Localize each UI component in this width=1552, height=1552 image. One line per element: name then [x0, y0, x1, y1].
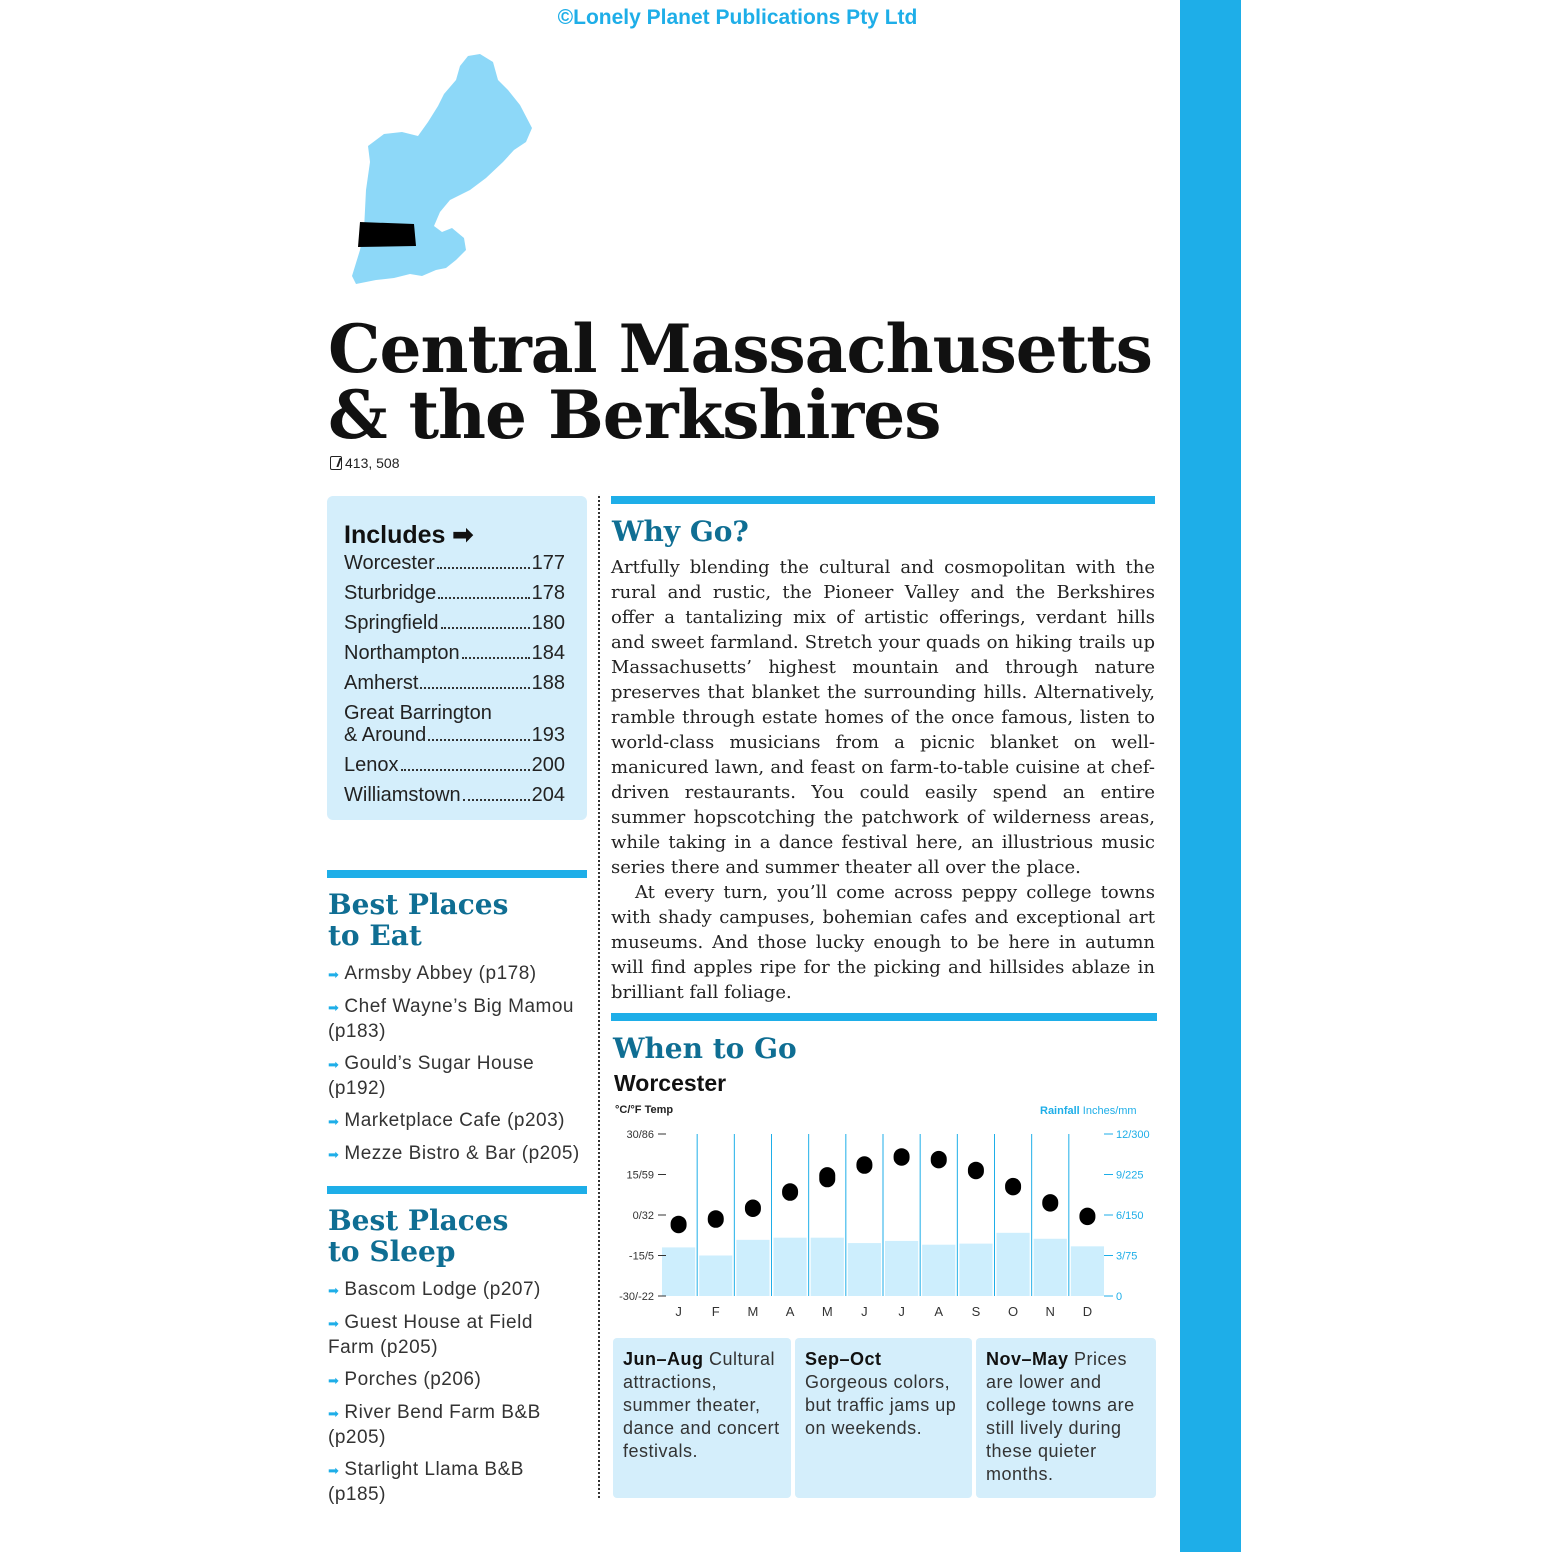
best-sleep-title: Best Places to Sleep [328, 1204, 509, 1268]
season-box: Jun–Aug Cultural attractions, summer theater, dance and concert festivals. [613, 1338, 791, 1498]
arrow-right-icon: ➡ [328, 1114, 340, 1129]
month-label: M [747, 1304, 759, 1319]
arrow-right-icon: ➡ [328, 1316, 340, 1331]
arrow-right-icon: ➡ [328, 1283, 340, 1298]
arrow-right-icon: ➡ [328, 1000, 340, 1015]
arrow-right-icon: ➡ [328, 1406, 340, 1421]
new-england-locator-map [348, 50, 538, 290]
left-axis-tick-label: 0/32 [632, 1210, 654, 1222]
rainfall-bar [1071, 1246, 1104, 1296]
list-item[interactable]: ➡ Guest House at Field Farm (p205) [328, 1312, 533, 1358]
column-divider [598, 496, 600, 1498]
list-item[interactable]: ➡ Mezze Bistro & Bar (p205) [328, 1143, 580, 1164]
month-label: D [1082, 1304, 1093, 1319]
month-label: A [785, 1304, 795, 1319]
copyright-notice: ©Lonely Planet Publications Pty Ltd [557, 6, 918, 29]
rainfall-bar [699, 1256, 732, 1297]
list-item[interactable]: ➡ Gould’s Sugar House (p192) [328, 1053, 535, 1099]
paragraph: At every turn, you’ll come across peppy college towns with shady campuses, bohemian cafes and exceptional art museums. And those lucky enough to be here in autumn will find apples ripe for the picking and hillsides ablaze in brilliant fall foliage. [611, 882, 1155, 1003]
page-edge-strip [1180, 0, 1241, 1552]
region-outline [352, 54, 532, 284]
right-axis-tick-label: 12/300 [1116, 1129, 1150, 1141]
title-line-2: & the Berkshires [328, 376, 941, 454]
month-label: N [1045, 1304, 1055, 1319]
rainfall-bar [848, 1243, 881, 1296]
why-go-title: Why Go? [612, 515, 749, 548]
includes-title: Includes ➡ [344, 521, 474, 549]
best-eat-list [328, 962, 583, 1175]
list-item[interactable]: ➡ Chef Wayne’s Big Mamou (p183) [328, 996, 574, 1042]
includes-list [344, 552, 565, 814]
season-box: Sep–Oct Gorgeous colors, but traffic jams up on weekends. [795, 1338, 972, 1498]
month-label: O [1008, 1304, 1019, 1319]
rainfall-bar [959, 1244, 992, 1296]
season-box: Nov–May Prices are lower and college towns are still lively during these quieter months. [976, 1338, 1156, 1498]
right-axis-tick-label: 3/75 [1116, 1250, 1138, 1263]
list-item[interactable]: Springfield 180 [344, 612, 565, 634]
month-label: S [971, 1304, 981, 1319]
section-rule [611, 1013, 1157, 1021]
section-rule [327, 870, 587, 878]
rainfall-bar [885, 1241, 918, 1296]
list-item[interactable]: Sturbridge 178 [344, 582, 565, 604]
chart-city: Worcester [614, 1070, 727, 1096]
title-line-1: Central Massachusetts [328, 310, 1152, 388]
rainfall-bar [811, 1238, 844, 1296]
arrow-right-icon: ➡ [328, 967, 340, 982]
month-label: F [711, 1304, 720, 1319]
best-sleep-list [328, 1278, 583, 1515]
list-item[interactable]: Northampton 184 [344, 642, 565, 664]
area-codes [330, 455, 400, 471]
left-axis-tick-label: -30/-22 [619, 1291, 654, 1303]
right-axis-tick-label: 9/225 [1116, 1169, 1144, 1182]
best-eat-title: Best Places to Eat [328, 888, 509, 952]
list-item[interactable]: ➡ Armsby Abbey (p178) [328, 963, 537, 984]
list-item[interactable]: ➡ Porches (p206) [328, 1369, 482, 1390]
central-massachusetts-highlight [358, 222, 416, 247]
left-axis-tick-label: -15/5 [628, 1250, 654, 1263]
arrow-right-icon: ➡ [328, 1463, 340, 1478]
why-go-text [611, 555, 1155, 1005]
rainfall-bar [997, 1233, 1030, 1296]
rainfall-bar [736, 1240, 769, 1296]
left-axis-tick-label: 30/86 [626, 1129, 654, 1141]
list-item[interactable]: Williamstown 204 [344, 784, 565, 806]
month-label: A [934, 1304, 944, 1319]
list-item[interactable]: ➡ Starlight Llama B&B (p185) [328, 1459, 524, 1505]
month-label: J [898, 1304, 905, 1319]
includes-box [327, 496, 587, 820]
page-title [328, 310, 1168, 454]
month-label: M [821, 1304, 833, 1319]
area-codes-text: 413, 508 [345, 455, 400, 471]
left-axis-tick-label: 15/59 [626, 1169, 654, 1182]
phone-icon [330, 456, 342, 470]
list-item[interactable]: ➡ Bascom Lodge (p207) [328, 1279, 541, 1300]
rainfall-bar [662, 1247, 695, 1296]
section-rule [611, 496, 1155, 504]
rainfall-bar [922, 1245, 955, 1296]
list-item[interactable]: ➡ Marketplace Cafe (p203) [328, 1110, 566, 1131]
section-rule [327, 1186, 587, 1194]
list-item[interactable]: Worcester 177 [344, 552, 565, 574]
temp-axis-label: °C/°F Temp [615, 1104, 674, 1116]
paragraph: Artfully blending the cultural and cosmopolitan with the rural and rustic, the Pioneer Valley and the Berkshires offer a tantalizing mix of artistic offerings, verdant hills and sweet farmland. Stretch your quads on hiking trails up Massachusetts’ highest mountain and through nature preserves that blanket the surrounding hills. Alternatively, ramble through estate homes of the once famous, listen to world-class musicians from a picnic blanket on well-manicured lawn, and feast on farm-to-table cuisine at chef-driven restaurants. You could easily spend an entire summer hopscotching the patchwork of wilderness areas, while taking in a dance festival here, an illustrious music series there and summer theater all over the place. [611, 557, 1155, 878]
arrow-right-icon: ➡ [328, 1057, 340, 1072]
arrow-right-icon: ➡ [452, 521, 474, 549]
arrow-right-icon: ➡ [328, 1373, 340, 1388]
rainfall-bar [774, 1238, 807, 1296]
rain-axis-label: Rainfall Inches/mm [1040, 1105, 1137, 1117]
climate-chart [610, 1120, 1160, 1325]
list-item[interactable]: Great Barrington & Around 193 [344, 702, 565, 746]
right-axis-tick-label: 6/150 [1116, 1210, 1144, 1222]
list-item[interactable]: ➡ River Bend Farm B&B (p205) [328, 1402, 541, 1448]
list-item[interactable]: Amherst 188 [344, 672, 565, 694]
right-axis-tick-label: 0 [1116, 1291, 1123, 1303]
month-label: J [861, 1304, 868, 1319]
rainfall-bar [1034, 1239, 1067, 1296]
when-to-go-title: When to Go [613, 1032, 797, 1065]
arrow-right-icon: ➡ [328, 1147, 340, 1162]
month-label: J [675, 1304, 682, 1319]
list-item[interactable]: Lenox 200 [344, 754, 565, 776]
